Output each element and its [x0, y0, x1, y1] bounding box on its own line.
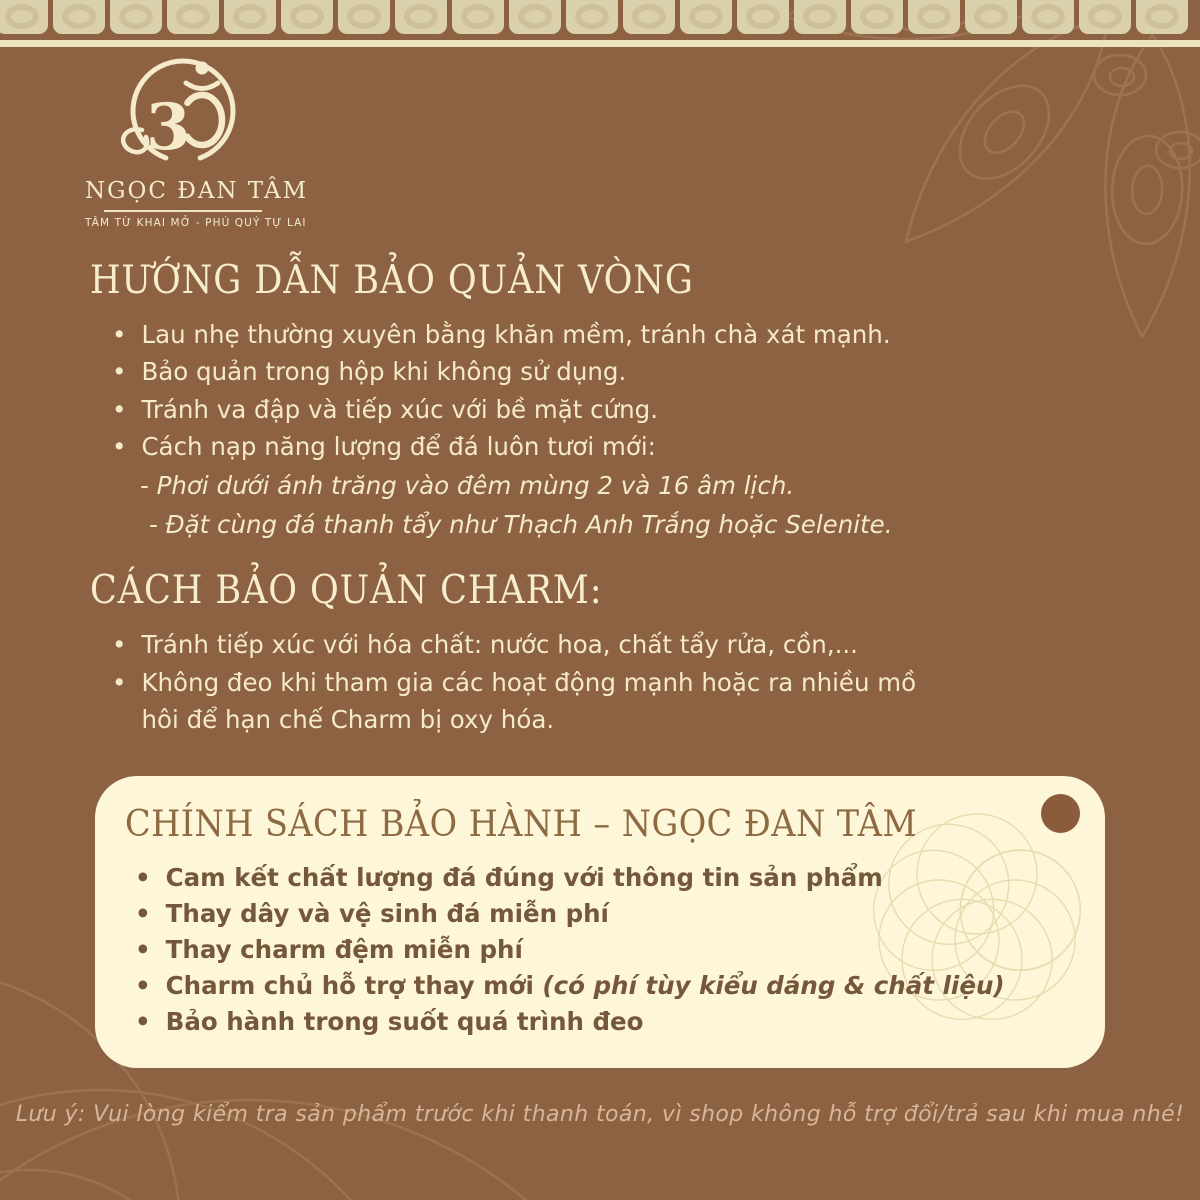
list-item	[112, 428, 1092, 465]
list-item-text: Bảo quản trong hộp khi không sử dụng.	[141, 357, 627, 387]
coin-ring-icon	[632, 4, 666, 29]
list-item	[135, 860, 1065, 896]
list-item-text: - Đặt cùng đá thanh tẩy như Thạch Anh Trắng hoặc Selenite.	[149, 510, 893, 539]
coin-ring-icon	[62, 4, 96, 29]
list-item-text: Thay dây và vệ sinh đá miễn phí	[165, 899, 609, 928]
coin-ring-icon	[803, 4, 837, 29]
coin-tile	[965, 0, 1017, 34]
list-item-text: Tránh va đập và tiếp xúc với bề mặt cứng.	[141, 394, 658, 424]
footer-note: Lưu ý: Vui lòng kiểm tra sản phẩm trước khi thanh toán, vì shop không hỗ trợ đổi/trả sau khi mua nhé!	[15, 1102, 1185, 1127]
list-item-text: Lau nhẹ thường xuyên bằng khăn mềm, tránh chà xát mạnh.	[141, 320, 891, 349]
coin-ring-icon	[404, 4, 438, 29]
coin-tile	[566, 0, 618, 34]
coin-tile	[509, 0, 561, 34]
warranty-policy-card	[95, 776, 1105, 1068]
list-item	[135, 968, 1065, 1004]
circle-badge	[1041, 794, 1080, 833]
coin-ring-icon	[1031, 4, 1065, 29]
bullet-marker: •	[135, 899, 151, 928]
bullet-marker: •	[112, 668, 127, 697]
policy-bullet-list	[135, 860, 1065, 1040]
section2-title: CÁCH BẢO QUẢN CHARM:	[90, 568, 603, 613]
coin-tile	[851, 0, 903, 34]
coin-tile	[623, 0, 675, 34]
section1-bullet-list	[112, 316, 1092, 466]
coin-tile	[908, 0, 960, 34]
coin-ring-icon	[5, 4, 39, 29]
coin-ring-icon	[746, 4, 780, 29]
coin-tile	[395, 0, 447, 34]
bullet-marker: •	[112, 432, 127, 462]
list-item	[149, 505, 1120, 544]
coin-tile	[338, 0, 390, 34]
logo-divider	[104, 210, 262, 212]
coin-tile	[737, 0, 789, 34]
coin-tile	[167, 0, 219, 34]
bullet-marker: •	[112, 357, 127, 387]
section1-sub-list	[140, 466, 1120, 544]
policy-title: CHÍNH SÁCH BẢO HÀNH – NGỌC ĐAN TÂM	[125, 804, 918, 845]
list-item	[140, 466, 1120, 505]
coin-ring-icon	[974, 4, 1008, 29]
list-item-text-normal: Charm chủ hỗ trợ thay mới	[165, 971, 543, 1000]
coin-ring-icon	[461, 4, 495, 29]
bullet-marker: •	[135, 935, 151, 964]
coin-tile	[680, 0, 732, 34]
list-item	[112, 626, 957, 663]
coin-border	[0, 0, 1188, 34]
list-item-text: Tránh tiếp xúc với hóa chất: nước hoa, chất tẩy rửa, cồn,...	[141, 630, 858, 659]
svg-text:3: 3	[145, 90, 191, 165]
section1-title: HƯỚNG DẪN BẢO QUẢN VÒNG	[90, 258, 694, 303]
coin-tile	[452, 0, 504, 34]
coin-ring-icon	[575, 4, 609, 29]
list-item	[112, 664, 957, 738]
list-item-text	[166, 968, 1005, 1004]
bullet-marker: •	[112, 630, 127, 659]
list-item	[135, 1004, 1065, 1040]
om-icon	[88, 54, 278, 176]
list-item	[112, 316, 1092, 353]
coin-ring-icon	[347, 4, 381, 29]
bullet-marker: •	[135, 863, 151, 892]
bullet-marker: •	[112, 320, 127, 349]
brand-logo	[85, 54, 309, 229]
bullet-marker: •	[135, 1007, 151, 1036]
list-item	[112, 353, 1092, 390]
coin-ring-icon	[290, 4, 324, 29]
list-item-text: Không đeo khi tham gia các hoạt động mạnh hoặc ra nhiều mồ hôi để hạn chế Charm bị oxy hóa.	[141, 668, 917, 734]
coin-tile	[1022, 0, 1074, 34]
list-item-text: Cách nạp năng lượng để đá luôn tươi mới:	[141, 432, 656, 462]
coin-ring-icon	[233, 4, 267, 29]
coin-ring-icon	[119, 4, 153, 29]
list-item-text-italic: (có phí tùy kiểu dáng & chất liệu)	[542, 971, 1005, 1000]
coin-tile	[110, 0, 162, 34]
coin-ring-icon	[689, 4, 723, 29]
brand-name: NGỌC ĐAN TÂM	[85, 178, 309, 204]
list-item	[112, 391, 1092, 428]
coin-ring-icon	[860, 4, 894, 29]
coin-tile	[1136, 0, 1188, 34]
coin-ring-icon	[1088, 4, 1122, 29]
coin-ring-icon	[1145, 4, 1179, 29]
coin-tile	[0, 0, 48, 34]
coin-ring-icon	[518, 4, 552, 29]
bullet-marker: •	[112, 394, 127, 424]
coin-tile	[1079, 0, 1131, 34]
list-item	[135, 896, 1065, 932]
coin-tile	[281, 0, 333, 34]
list-item	[135, 932, 1065, 968]
list-item-text: Bảo hành trong suốt quá trình đeo	[165, 1007, 644, 1036]
section2-bullet-list	[112, 626, 957, 739]
brand-tagline: TÂM TỪ KHAI MỞ - PHÚ QUÝ TỰ LAI	[85, 217, 307, 229]
list-item-text: Thay charm đệm miễn phí	[165, 935, 523, 964]
coin-ring-icon	[917, 4, 951, 29]
border-separator-line	[0, 40, 1200, 47]
bullet-marker: •	[135, 971, 151, 1000]
list-item-text: Cam kết chất lượng đá đúng với thông tin sản phẩm	[165, 863, 883, 892]
list-item-text: - Phơi dưới ánh trăng vào đêm mùng 2 và 16 âm lịch.	[140, 471, 795, 500]
coin-tile	[53, 0, 105, 34]
coin-ring-icon	[176, 4, 210, 29]
coin-tile	[224, 0, 276, 34]
mandala-decoration	[781, 0, 1200, 338]
coin-tile	[794, 0, 846, 34]
